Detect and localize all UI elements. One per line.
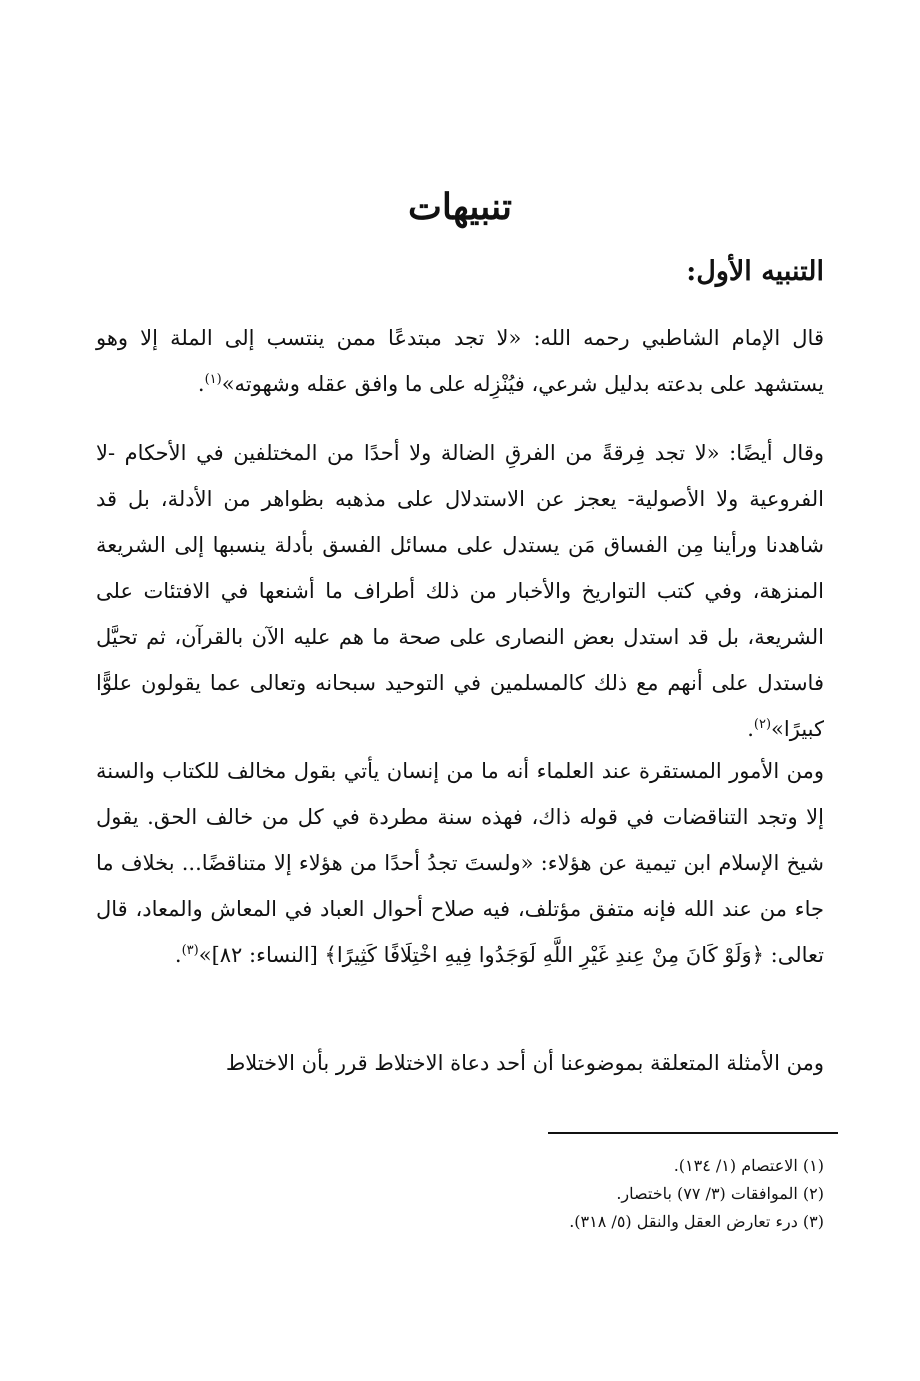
paragraph-3-end: . <box>174 943 182 967</box>
footnote-3: (٣) درء تعارض العقل والنقل (٥/ ٣١٨). <box>569 1212 824 1231</box>
paragraph-2 <box>96 430 824 752</box>
footnotes-list <box>569 1152 824 1236</box>
footnote-ref-2: (٢) <box>753 717 772 732</box>
paragraph-1 <box>96 315 824 407</box>
footnote-ref-1: (١) <box>204 372 222 387</box>
paragraph-4-text: ومن الأمثلة المتعلقة بموضوعنا أن أحد دعاة الاختلاط قرر بأن الاختلاط <box>225 1051 824 1075</box>
page-title: تنبيهات <box>407 186 513 228</box>
section-subtitle: التنبيه الأول: <box>686 256 824 287</box>
paragraph-1-end: . <box>197 372 205 396</box>
paragraph-4 <box>96 1040 824 1086</box>
paragraph-2-text: وقال أيضًا: «لا تجد فِرقةً من الفرقِ الضالة ولا أحدًا من المختلفين في الأحكام -لا الفروعية ولا الأصولية- يعجز عن الاستدلال على مذهبه بظواهر من الأدلة، بل قد شاهدنا ورأينا مِن الفساق مَن يستدل على مسائل الفسق بأدلة ينسبها إلى الشريعة المنزهة، وفي كتب التواريخ والأخبار من ذلك أطراف ما أشنعها في الافتئات على الشريعة، بل قد استدل بعض النصارى على صحة ما هم عليه الآن بالقرآن، ثم تحيَّل فاستدل على أنهم مع ذلك كالمسلمين في التوحيد سبحانه وتعالى عما يقولون علوًّا كبيرًا» <box>96 441 824 741</box>
footnote-divider <box>548 1132 838 1134</box>
paragraph-2-end: . <box>747 717 754 741</box>
paragraph-3-text: ومن الأمور المستقرة عند العلماء أنه ما من إنسان يأتي بقول مخالف للكتاب والسنة إلا وتجد التناقضات في قوله ذاك، فهذه سنة مطردة في كل من خالف الحق. يقول شيخ الإسلام ابن تيمية عن هؤلاء: «ولستَ تجدُ أحدًا من هؤلاء إلا متناقضًا... بخلاف ما جاء من عند الله فإنه متفق مؤتلف، فيه صلاح أحوال العباد في المعاش والمعاد، قال تعالى: ﴿وَلَوْ كَانَ مِنْ عِندِ غَيْرِ اللَّهِ لَوَجَدُوا فِيهِ اخْتِلَافًا كَثِيرًا﴾ [النساء: ٨٢]» <box>96 759 824 967</box>
footnote-1: (١) الاعتصام (١/ ١٣٤). <box>673 1156 824 1175</box>
paragraph-1-text: قال الإمام الشاطبي رحمه الله: «لا تجد مبتدعًا ممن ينتسب إلى الملة إلا وهو يستشهد على بدعته بدليل شرعي، فيُنْزِله على ما وافق عقله وشهوته» <box>96 326 824 396</box>
paragraph-3 <box>96 748 824 978</box>
footnote-ref-3: (٣) <box>181 943 199 958</box>
footnote-2: (٢) الموافقات (٣/ ٧٧) باختصار. <box>616 1184 824 1203</box>
